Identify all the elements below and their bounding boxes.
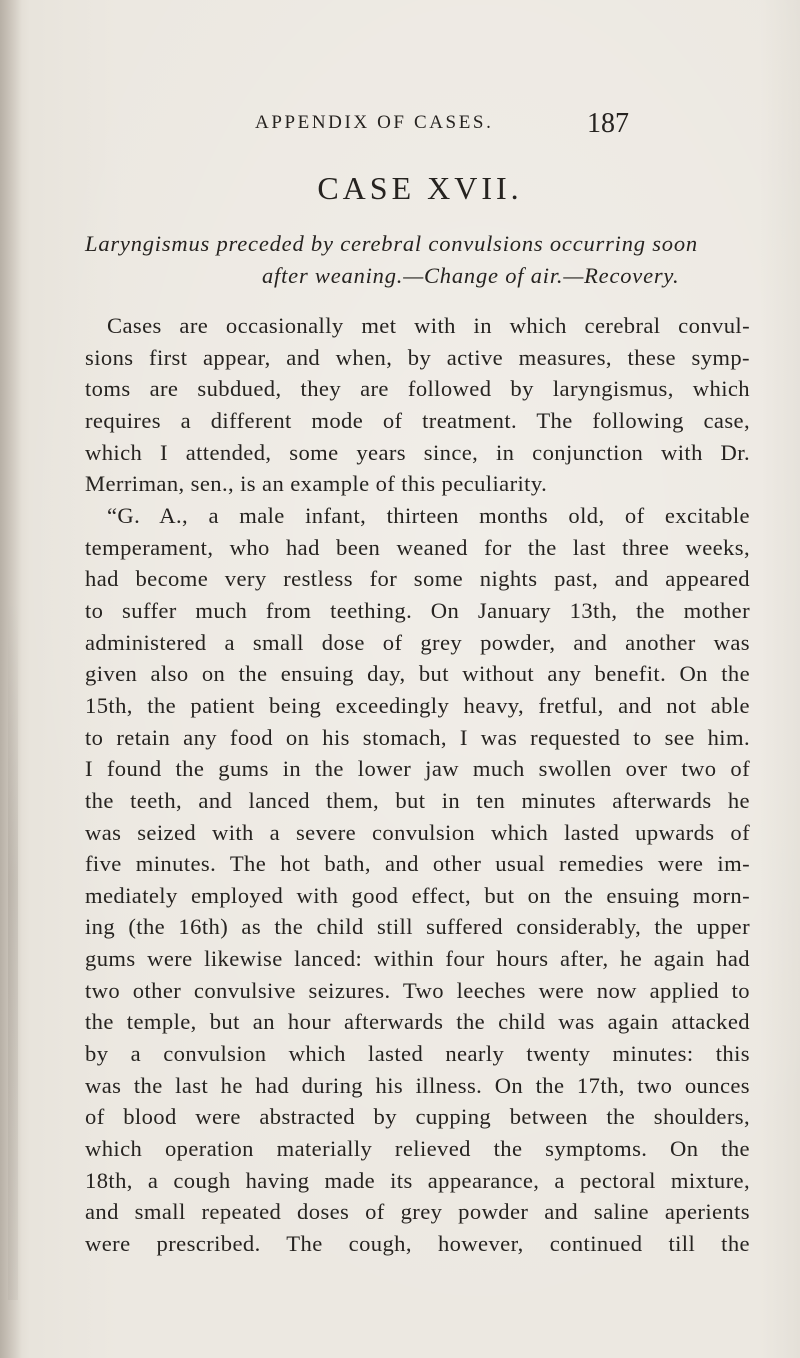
text-line: were prescribed. The cough, however, continued till the	[85, 1231, 750, 1257]
text-line: and small repeated doses of grey powder and saline aperients	[85, 1199, 750, 1225]
page-number: 187	[587, 108, 629, 139]
case-subtitle	[85, 228, 745, 292]
text-line: given also on the ensuing day, but without any benefit. On the	[85, 661, 750, 687]
text-line: was the last he had during his illness. On the 17th, two ounces	[85, 1072, 750, 1098]
running-title: APPENDIX OF CASES.	[255, 112, 494, 133]
text-line: toms are subdued, they are followed by laryngismus, which	[85, 376, 750, 402]
text-line: “G. A., a male infant, thirteen months old, of excitable	[107, 502, 750, 528]
running-head	[255, 108, 655, 148]
text-line: ing (the 16th) as the child still suffered considerably, the upper	[85, 914, 750, 940]
text-line: sions first appear, and when, by active measures, these symp-	[85, 344, 750, 370]
text-line: 18th, a cough having made its appearance, a pectoral mixture,	[85, 1167, 750, 1193]
text-line: mediately employed with good effect, but on the ensuing morn-	[85, 882, 750, 908]
text-line: the temple, but an hour afterwards the child was again attacked	[85, 1009, 750, 1035]
page-edge-stain	[8, 600, 18, 1300]
text-line: administered a small dose of grey powder, and another was	[85, 629, 750, 655]
text-line: which I attended, some years since, in conjunction with Dr.	[85, 439, 750, 465]
text-line: temperament, who had been weaned for the last three weeks,	[85, 534, 750, 560]
text-line: of blood were abstracted by cupping between the shoulders,	[85, 1104, 750, 1130]
text-line: 15th, the patient being exceedingly heavy, fretful, and not able	[85, 692, 750, 718]
text-line: I found the gums in the lower jaw much swollen over two of	[85, 756, 750, 782]
subtitle-line: after weaning.—Change of air.—Recovery.	[262, 263, 680, 288]
text-line: to suffer much from teething. On January 13th, the mother	[85, 597, 750, 623]
text-line: gums were likewise lanced: within four hours after, he again had	[85, 946, 750, 972]
text-line: two other convulsive seizures. Two leeches were now applied to	[85, 977, 750, 1003]
text-line: five minutes. The hot bath, and other usual remedies were im-	[85, 851, 750, 877]
subtitle-line: Laryngismus preceded by cerebral convulsions occurring soon	[85, 231, 698, 256]
text-line: which operation materially relieved the symptoms. On the	[85, 1136, 750, 1162]
case-heading: CASE XVII.	[317, 170, 523, 206]
text-line: had become very restless for some nights past, and appeared	[85, 566, 750, 592]
text-line: to retain any food on his stomach, I was requested to see him.	[85, 724, 750, 750]
text-line: the teeth, and lanced them, but in ten minutes afterwards he	[85, 787, 750, 813]
text-line: requires a different mode of treatment. The following case,	[85, 407, 750, 433]
text-line: by a convulsion which lasted nearly twenty minutes: this	[85, 1041, 750, 1067]
body-text	[85, 310, 750, 1260]
text-line: Cases are occasionally met with in which cerebral convul-	[107, 313, 750, 338]
text-line: was seized with a severe convulsion which lasted upwards of	[85, 819, 750, 845]
text-line: Merriman, sen., is an example of this peculiarity.	[85, 471, 548, 497]
